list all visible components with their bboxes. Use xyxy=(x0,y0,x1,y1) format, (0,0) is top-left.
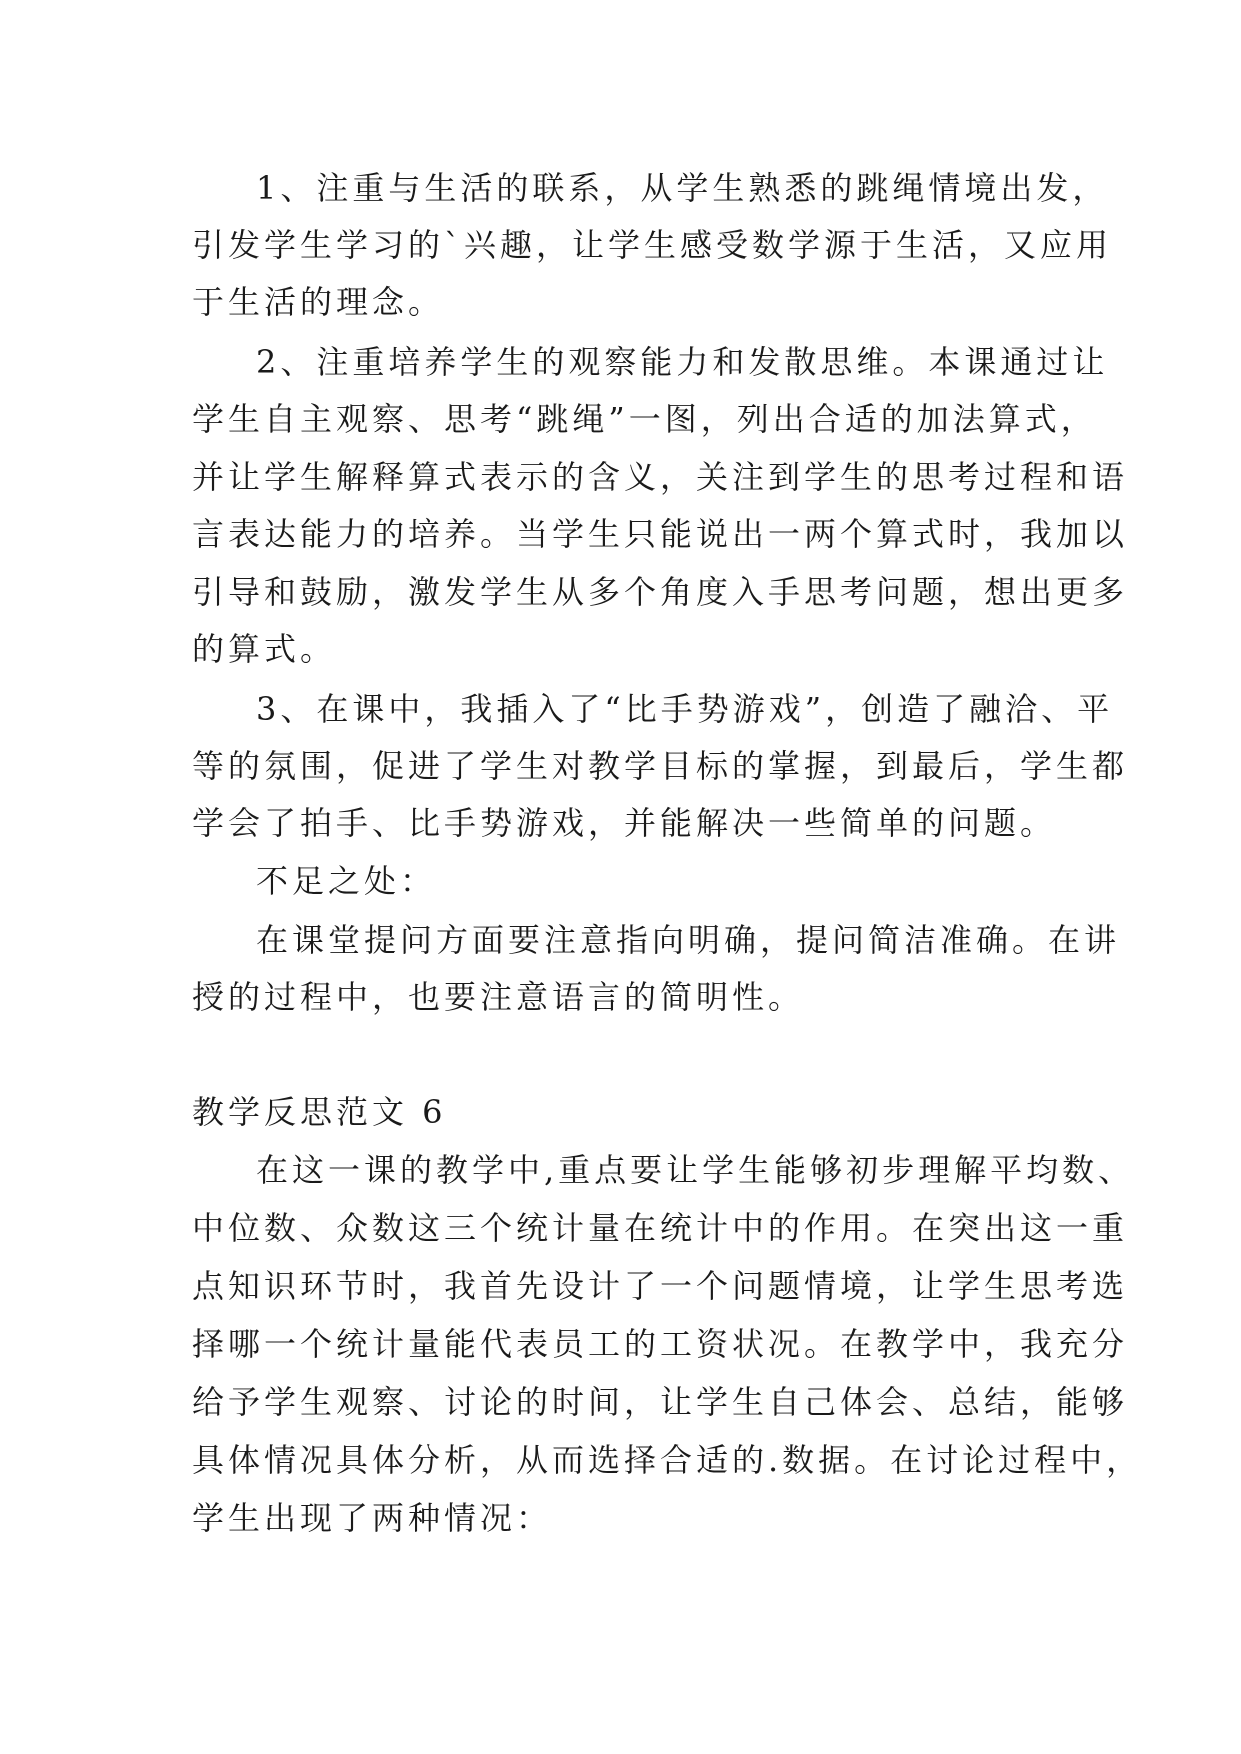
shortcomings-line-1: 在课堂提问方面要注意指向明确，提问简洁准确。在讲 xyxy=(256,921,1121,959)
paragraph-2-line-2: 学生自主观察、思考“跳绳”一图，列出合适的加法算式， xyxy=(192,400,1097,438)
paragraph-1-line-2: 引发学生学习的`兴趣，让学生感受数学源于生活，又应用 xyxy=(192,226,1113,264)
shortcomings-label: 不足之处： xyxy=(256,862,437,900)
paragraph-2-line-5: 引导和鼓励，激发学生从多个角度入手思考问题，想出更多 xyxy=(192,573,1129,611)
section-6-line-5: 给予学生观察、讨论的时间，让学生自己体会、总结，能够 xyxy=(192,1383,1129,1421)
shortcomings-line-2: 授的过程中，也要注意语言的简明性。 xyxy=(192,978,805,1016)
paragraph-2-line-3: 并让学生解释算式表示的含义，关注到学生的思考过程和语 xyxy=(192,458,1129,496)
paragraph-3-line-3: 学会了拍手、比手势游戏，并能解决一些简单的问题。 xyxy=(192,804,1057,842)
paragraph-3-line-1: 3、在课中，我插入了“比手势游戏”，创造了融洽、平 xyxy=(256,690,1114,728)
section-6-line-6: 具体情况具体分析，从而选择合适的.数据。在讨论过程中， xyxy=(192,1441,1143,1479)
paragraph-2-line-4: 言表达能力的培养。当学生只能说出一两个算式时，我加以 xyxy=(192,515,1129,553)
paragraph-1-line-3: 于生活的理念。 xyxy=(192,283,445,321)
section-6-line-2: 中位数、众数这三个统计量在统计中的作用。在突出这一重 xyxy=(192,1209,1129,1247)
section-6-line-1: 在这一课的教学中,重点要让学生能够初步理解平均数、 xyxy=(256,1151,1135,1189)
paragraph-3-line-2: 等的氛围，促进了学生对教学目标的掌握，到最后，学生都 xyxy=(192,747,1129,785)
paragraph-2-line-1: 2、注重培养学生的观察能力和发散思维。本课通过让 xyxy=(256,343,1109,381)
paragraph-2-line-6: 的算式。 xyxy=(192,630,337,668)
paragraph-1-line-1: 1、注重与生活的联系，从学生熟悉的跳绳情境出发， xyxy=(256,169,1109,207)
section-6-line-3: 点知识环节时，我首先设计了一个问题情境，让学生思考选 xyxy=(192,1267,1129,1305)
section-6-line-4: 择哪一个统计量能代表员工的工资状况。在教学中，我充分 xyxy=(192,1325,1129,1363)
section-6-heading: 教学反思范文 6 xyxy=(192,1093,447,1131)
section-6-line-7: 学生出现了两种情况： xyxy=(192,1499,553,1537)
